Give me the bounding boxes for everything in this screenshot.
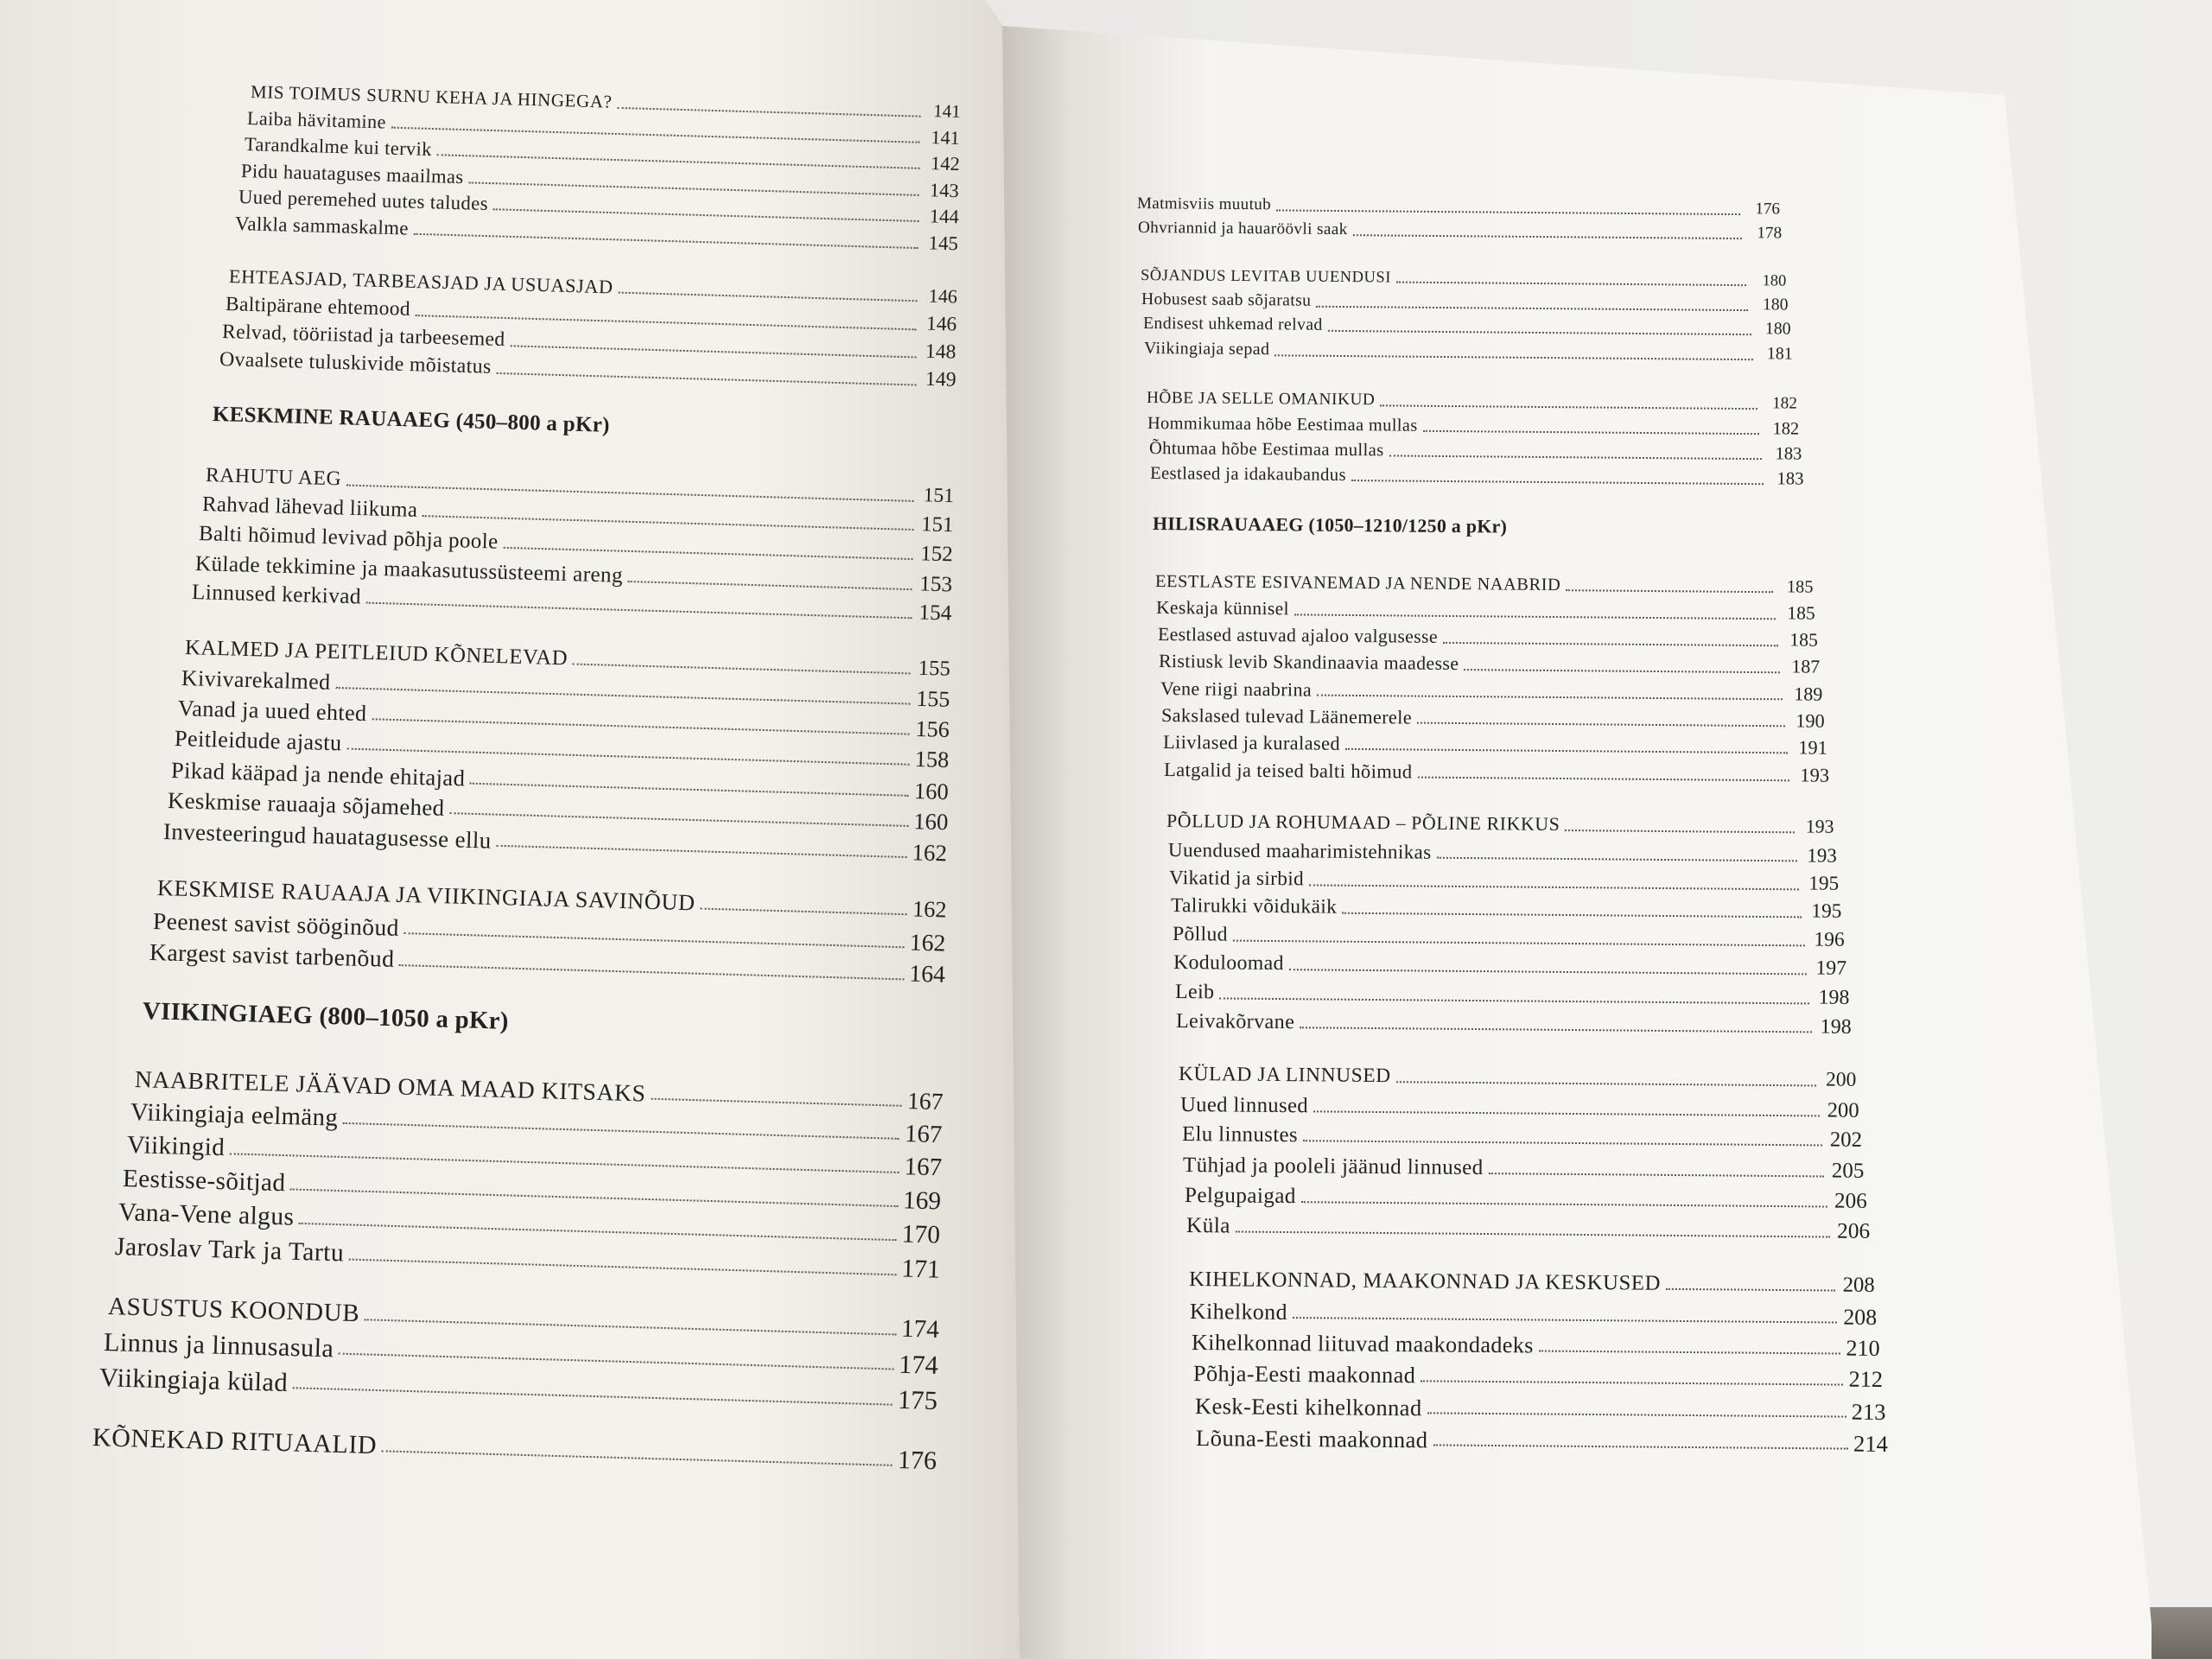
toc-entry [1156,599,1815,623]
dot-leader [1301,1200,1827,1206]
page-number: 187 [1791,655,1821,677]
toc-entry [1171,896,1842,922]
entry-title: Baltipärane ehtemood [225,292,411,321]
page-number: 180 [1762,271,1787,289]
entry-title: Kesk-Eesti kihelkonnad [1194,1392,1422,1421]
entry-title: Keskaja künnisel [1156,597,1290,620]
entry-title: Kihelkond [1190,1299,1288,1325]
entry-title: Latgalid ja teised balti hõimud [1164,759,1414,783]
page-number: 202 [1829,1128,1862,1152]
page-number: 200 [1826,1068,1857,1092]
page-number: 175 [897,1384,938,1415]
entry-title: Uued peremehed uutes taludes [238,186,488,215]
entry-title: Elu linnustes [1181,1122,1298,1147]
dot-leader [1342,912,1802,918]
page-number: 210 [1846,1335,1880,1362]
toc-entry [1144,340,1793,363]
dot-leader [1417,722,1785,728]
entry-title: Ohvriannid ja hauaröövli saak [1138,218,1349,238]
toc-section-entry [1141,267,1786,289]
dot-leader [1303,1141,1822,1147]
page-number: 180 [1764,319,1791,340]
page-number: 195 [1808,872,1840,895]
toc-entry [1193,1363,1883,1391]
toc-entry [1176,1011,1852,1038]
page-number: 156 [915,715,950,743]
entry-title: Vanad ja uued ehted [177,696,367,727]
entry-title: Pelgupaigad [1184,1183,1296,1208]
page-number: 176 [897,1446,938,1476]
page-number: 154 [918,600,952,626]
page-number: 198 [1818,986,1850,1009]
section-title: PÕLLUD JA ROHUMAAD – PÕLINE RIKKUS [1166,810,1560,835]
dot-leader [1433,1445,1848,1450]
page-number: 158 [914,747,950,773]
page-number: 206 [1836,1218,1870,1243]
section-title: KÕNEKAD RITUAALID [92,1423,378,1460]
toc-entry [1179,1092,1859,1122]
dot-leader [1539,1351,1840,1355]
page-number: 189 [1794,683,1823,705]
entry-title: Liivlased ja kuralased [1162,731,1340,755]
entry-title: Eestlased astuvad ajaloo valgusesse [1157,623,1438,647]
entry-title: Vikatid ja sirbid [1169,866,1305,891]
entry-title: Sakslased tulevad Läänemerele [1161,703,1413,728]
section-title: KALMED JA PEITLEIUD KÕNELEVAD [184,635,569,670]
dot-leader [1427,1413,1846,1418]
page-number: 170 [901,1220,941,1249]
page-number: 151 [920,512,954,537]
toc-entry [1143,315,1791,338]
toc-entry [1169,868,1839,894]
dot-leader [1396,282,1746,287]
entry-title: Põllud [1172,923,1228,946]
dot-leader [1300,1027,1813,1033]
page-number: 185 [1789,629,1818,651]
part-heading: VIIKINGIAEG (800–1050 a pKr) [142,996,510,1035]
entry-title: Pikad kääpad ja nende ehitajad [170,756,466,791]
toc-entry [1168,840,1837,866]
dot-leader [1418,777,1790,782]
section-title: RAHUTU AEG [205,464,342,491]
toc-entry [1159,652,1820,677]
dot-leader [1566,830,1795,833]
part-heading: HILISRAUAAEG (1050–1210/1250 a pKr) [1152,512,1507,537]
part-heading: KESKMINE RAUAAEG (450–800 a pKr) [212,402,611,437]
dot-leader [1232,940,1804,947]
toc-section-entry [1179,1065,1856,1090]
entry-title: Koduloomad [1173,951,1285,976]
page-number: 193 [1800,764,1830,786]
entry-title: Leib [1174,980,1215,1004]
entry-title: Jaroslav Tark ja Tartu [114,1232,345,1267]
toc-entry [1147,415,1799,438]
page-number: 146 [925,312,957,336]
page-number: 174 [900,1314,939,1344]
page-number: 153 [918,571,953,596]
page-number: 174 [898,1349,939,1381]
page-number: 141 [932,100,962,122]
entry-title: Tarandkalme kui tervik [244,133,432,161]
page-number: 181 [1766,344,1793,364]
section-title: KIHELKONNAD, MAAKONNAD JA KESKUSED [1188,1268,1661,1295]
section-title: ASUSTUS KOONDUB [107,1293,360,1328]
page-number: 167 [904,1120,943,1149]
toc-entry [1175,982,1850,1009]
entry-title: Vana-Vene algus [118,1198,296,1231]
entry-title: Tühjad ja pooleli jäänud linnused [1183,1153,1484,1179]
page-number: 162 [912,896,947,923]
dot-leader [1276,209,1740,215]
entry-title: Õhtumaa hõbe Eestimaa mullas [1148,438,1384,461]
page-number: 198 [1820,1015,1853,1039]
dot-leader [1313,1110,1820,1116]
page-number: 208 [1843,1304,1878,1330]
entry-title: Viikingiaja eelmäng [130,1098,339,1132]
page-number: 185 [1787,602,1816,624]
page-number: 214 [1853,1430,1889,1457]
entry-title: Hobusest saab sõjaratsu [1141,290,1312,310]
page-number: 164 [908,960,946,988]
page-number: 141 [931,126,961,149]
page-number: 171 [900,1255,941,1284]
page-number: 182 [1771,393,1797,413]
page-number: 149 [925,367,957,391]
dot-leader [1489,1172,1825,1176]
page-number: 178 [1757,223,1783,243]
section-title: HÕBE JA SELLE OMANIKUD [1146,388,1376,409]
dot-leader [1436,856,1796,861]
dot-leader [1327,330,1751,335]
toc-entry [1160,679,1823,704]
dot-leader [1423,430,1760,435]
page-number: 182 [1772,418,1800,439]
page-number: 180 [1763,296,1789,315]
section-title: NAABRITELE JÄÄVAD OMA MAAD KITSAKS [134,1065,646,1107]
dot-leader [1566,589,1773,593]
page-number: 155 [916,685,950,713]
dot-leader [1421,1381,1843,1386]
entry-title: Kivivarekalmed [181,665,332,696]
toc-entry [1161,703,1826,732]
dot-leader [1317,694,1783,700]
toc-entry [1173,953,1847,980]
entry-title: Keskmise rauaaja sõjamehed [167,787,445,822]
page-number: 143 [929,178,960,201]
dot-leader [1274,354,1752,360]
toc-entry [1148,440,1801,463]
page-number: 145 [928,232,959,255]
toc-entry [1196,1424,1889,1457]
section-title: EHTEASJAD, TARBEASJAD JA USUASJAD [228,265,613,298]
toc-entry [1190,1300,1877,1329]
toc-entry [1163,733,1827,758]
section-title: EESTLASTE ESIVANEMAD JA NENDE NAABRID [1154,571,1561,594]
dot-leader [1666,1288,1835,1292]
dot-leader [1293,1317,1837,1323]
dot-leader [1380,404,1758,410]
entry-title: Eestlased ja idakaubandus [1149,464,1347,486]
entry-title: Valkla sammaskalme [234,213,410,239]
page-number: 197 [1815,957,1847,981]
toc-entry [1194,1392,1886,1425]
entry-title: Investeeringud hauatagusesse ellu [162,818,493,854]
page-number: 193 [1806,843,1837,867]
page-number: 167 [903,1153,943,1182]
toc-entry [1141,291,1789,314]
entry-title: Kargest savist tarbenõud [149,938,395,973]
page-number: 205 [1832,1159,1865,1183]
page-number: 169 [902,1186,942,1216]
entry-title: Uued linnused [1179,1092,1309,1117]
entry-title: Relvad, tööriistad ja tarbeesemed [222,320,506,351]
section-title: MIS TOIMUS SURNU KEHA JA HINGEGA? [250,81,613,112]
page-number: 213 [1851,1398,1886,1425]
toc-entry [1150,465,1804,488]
dot-leader [1396,1081,1817,1086]
dot-leader [1294,613,1776,620]
dot-leader [1351,480,1764,486]
entry-title: Linnused kerkivad [191,580,362,609]
page-number: 162 [912,839,948,867]
toc-section-entry [1166,812,1834,837]
dot-leader [1219,997,1809,1004]
dot-leader [1289,969,1807,976]
entry-title: Leivakõrvane [1176,1010,1295,1034]
toc-section-entry [1147,390,1797,412]
entry-title: Kihelkonnad liituvad maakondadeks [1192,1330,1535,1358]
page-number: 190 [1796,709,1826,732]
page-number: 193 [1805,816,1834,837]
entry-title: Põhja-Eesti maakonnad [1192,1361,1416,1389]
dot-leader [1235,1230,1829,1237]
dot-leader [1345,748,1788,753]
dot-leader [1317,306,1749,311]
entry-title: Talirukki võidukäik [1170,894,1338,919]
page-number: 212 [1848,1367,1884,1393]
section-title: SÕJANDUS LEVITAB UUENDUSI [1140,266,1392,286]
page-number: 185 [1786,577,1814,597]
page-number: 144 [929,205,959,228]
page-number: 206 [1834,1189,1867,1213]
page-number: 155 [918,656,951,681]
entry-title: Balti hõimud levivad põhja poole [198,521,499,554]
toc-section-entry [1189,1269,1875,1297]
page-number: 146 [928,284,958,308]
entry-title: Matmisviis muutub [1136,194,1272,214]
entry-title: Endisest uhkemad relvad [1142,314,1323,335]
dot-leader [1309,884,1799,890]
page-number: 176 [1755,200,1781,219]
page-number: 142 [930,152,960,175]
toc-entry [1164,760,1829,785]
entry-title: Külade tekkimine ja maakasutussüsteemi areng [194,551,624,588]
dot-leader [1353,233,1742,238]
entry-title: Uuendused maaharimistehnikas [1167,838,1432,863]
entry-title: Küla [1185,1212,1230,1238]
section-title: KÜLAD JA LINNUSED [1179,1063,1392,1088]
section-title: KESKMISE RAUAAJA JA VIIKINGIAJA SAVINÕUD [156,875,696,916]
entry-title: Viikingid [126,1131,226,1162]
page-number: 148 [925,340,957,364]
entry-title: Viikingiaja sepad [1143,338,1270,359]
entry-title: Eestisse-sõitjad [122,1165,286,1198]
toc-entry [1137,195,1780,217]
toc-entry [1185,1185,1867,1212]
toc-entry [1172,925,1844,950]
entry-title: Viikingiaja külad [99,1362,289,1397]
entry-title: Peenest savist sööginõud [152,906,400,941]
page-number: 200 [1827,1098,1859,1122]
toc-entry [1181,1124,1861,1152]
page-number: 208 [1842,1273,1875,1298]
page-number: 160 [913,777,949,804]
entry-title: Ristiusk levib Skandinaavia maadesse [1159,650,1459,674]
entry-title: Pidu hauataguses maailmas [240,159,465,188]
entry-title: Linnus ja linnusasula [103,1327,334,1363]
toc-entry [1185,1212,1870,1243]
entry-title: Lõuna-Eesti maakonnad [1196,1424,1429,1453]
entry-title: Ovaalsete tuluskivide mõistatus [219,347,492,378]
page-number: 151 [922,484,955,508]
entry-title: Laiba hävitamine [247,107,387,133]
page-number: 183 [1774,444,1802,464]
dot-leader [1443,641,1778,645]
page-number: 183 [1777,469,1804,489]
page-number: 195 [1811,899,1842,924]
toc-entry [1157,623,1818,651]
toc-entry [1138,219,1782,242]
dot-leader [1465,669,1781,673]
dot-leader [1389,454,1762,460]
entry-title: Rahvad lähevad liikuma [201,493,418,523]
page-number: 191 [1798,736,1827,760]
page-number: 162 [909,928,946,957]
entry-title: Hommikumaa hõbe Eestimaa mullas [1147,413,1418,435]
page-number: 167 [906,1086,944,1115]
entry-title: Vene riigi naabrina [1160,677,1313,701]
page-number: 196 [1813,928,1845,952]
toc-entry [1192,1332,1880,1360]
entry-title: Peitleidude ajastu [174,726,342,756]
toc-section-entry [1155,573,1814,596]
page-number: 160 [912,808,949,836]
toc-entry [1183,1154,1865,1182]
page-number: 152 [919,542,953,567]
